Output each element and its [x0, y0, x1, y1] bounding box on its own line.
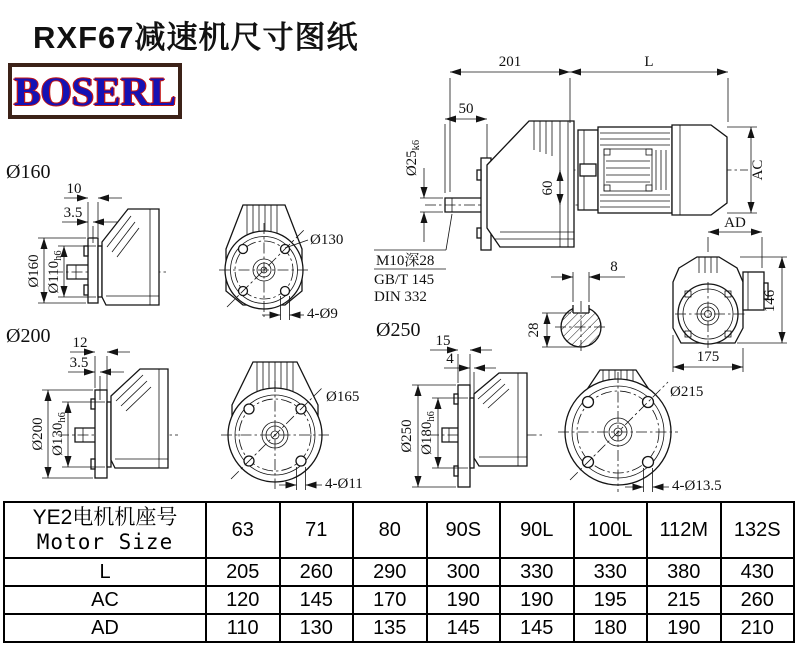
dim-15: 15: [435, 333, 451, 349]
dim-bc215: Ø215: [670, 384, 704, 400]
table-cell-AC-63: 120: [205, 585, 279, 613]
table-header-cn: YE2电机机座号: [32, 505, 178, 529]
dim-shaft-dia: $Ø25_{k6}$: [404, 139, 422, 177]
dim-10: 10: [66, 181, 82, 197]
table-col-90S: 90S: [426, 503, 500, 557]
flange200-label: Ø200: [6, 325, 51, 347]
table-cell-AC-71: 145: [279, 585, 353, 613]
note-tap: M10深28: [376, 253, 435, 269]
dim-4: 4: [446, 351, 454, 367]
table-cell-AD-63: 110: [205, 613, 279, 641]
dim-AC: AC: [750, 159, 766, 181]
dim-key-height: 28: [526, 322, 542, 338]
table-row-L-label: L: [5, 557, 205, 585]
table-header-motor-size: [5, 503, 205, 557]
front130-view: [219, 205, 343, 322]
note-din: DIN 332: [374, 289, 427, 305]
table-col-63: 63: [205, 503, 279, 557]
flange160-label: Ø160: [6, 161, 51, 183]
table-cell-AC-100L: 195: [573, 585, 647, 613]
tap-notes: [374, 214, 452, 305]
table-cell-AD-71: 130: [279, 613, 353, 641]
front165-view: [221, 362, 363, 492]
main-side-view: [404, 54, 766, 250]
table-cell-AD-80: 135: [352, 613, 426, 641]
table-col-90L: 90L: [499, 503, 573, 557]
table-cell-AD-90L: 145: [499, 613, 573, 641]
table-row-AD-label: AD: [5, 613, 205, 641]
table-cell-L-80: 290: [352, 557, 426, 585]
logo-text: BOSERL: [13, 68, 177, 114]
dim-3p5-200: 3.5: [69, 355, 89, 371]
table-cell-L-90S: 300: [426, 557, 500, 585]
table-col-71: 71: [279, 503, 353, 557]
table-cell-AC-90L: 190: [499, 585, 573, 613]
flange160-side-view: [6, 161, 168, 305]
dimension-table: [3, 501, 795, 643]
table-col-112M: 112M: [646, 503, 720, 557]
table-cell-L-71: 260: [279, 557, 353, 585]
table-col-132S: 132S: [720, 503, 794, 557]
dim-201: 201: [498, 54, 522, 70]
table-cell-AC-132S: 260: [720, 585, 794, 613]
table-header-en: Motor Size: [36, 530, 174, 555]
dim-bc165: Ø165: [326, 389, 360, 405]
dim-dia160: Ø160: [26, 254, 42, 288]
flange200-side-view: [6, 325, 178, 478]
dim-dia110: $Ø110_{h6}$: [46, 250, 64, 294]
dim-50: 50: [458, 101, 474, 117]
flange250-label: Ø250: [376, 319, 421, 341]
dim-175: 175: [696, 349, 720, 365]
table-cell-AD-112M: 190: [646, 613, 720, 641]
table-col-100L: 100L: [573, 503, 647, 557]
table-row-AC-label: AC: [5, 585, 205, 613]
dim-146: 146: [762, 289, 778, 313]
table-cell-AC-112M: 215: [646, 585, 720, 613]
dim-holes-13p5: 4-Ø13.5: [672, 478, 722, 494]
dim-holes-9: 4-Ø9: [307, 306, 338, 322]
table-cell-AD-90S: 145: [426, 613, 500, 641]
table-cell-L-63: 205: [205, 557, 279, 585]
dim-12: 12: [72, 335, 88, 351]
table-cell-AC-80: 170: [352, 585, 426, 613]
dim-holes-11: 4-Ø11: [325, 476, 363, 492]
table-cell-AD-132S: 210: [720, 613, 794, 641]
keyway-section: [526, 259, 625, 353]
dim-key-width: 8: [610, 259, 618, 275]
dim-dia200: Ø200: [30, 417, 46, 451]
dim-bc130: Ø130: [310, 232, 344, 248]
dim-L: L: [644, 54, 654, 70]
table-cell-L-100L: 330: [573, 557, 647, 585]
table-cell-L-132S: 430: [720, 557, 794, 585]
dim-dia180: $Ø180_{h6}$: [419, 411, 437, 455]
dim-dia250: Ø250: [399, 419, 415, 453]
dim-dia130: $Ø130_{h6}$: [50, 412, 68, 456]
page-title: RXF67减速机尺寸图纸: [33, 20, 359, 55]
table-cell-AD-100L: 180: [573, 613, 647, 641]
flange250-side-view: [376, 319, 545, 487]
note-gb: GB/T 145: [374, 272, 435, 288]
dim-AD: AD: [724, 215, 746, 231]
table-cell-AC-90S: 190: [426, 585, 500, 613]
dim-3p5-160: 3.5: [63, 205, 83, 221]
front215-view: [558, 370, 722, 494]
table-col-80: 80: [352, 503, 426, 557]
table-cell-L-112M: 380: [646, 557, 720, 585]
table-cell-L-90L: 330: [499, 557, 573, 585]
front-right-view: [673, 215, 787, 372]
dim-60: 60: [540, 180, 556, 196]
